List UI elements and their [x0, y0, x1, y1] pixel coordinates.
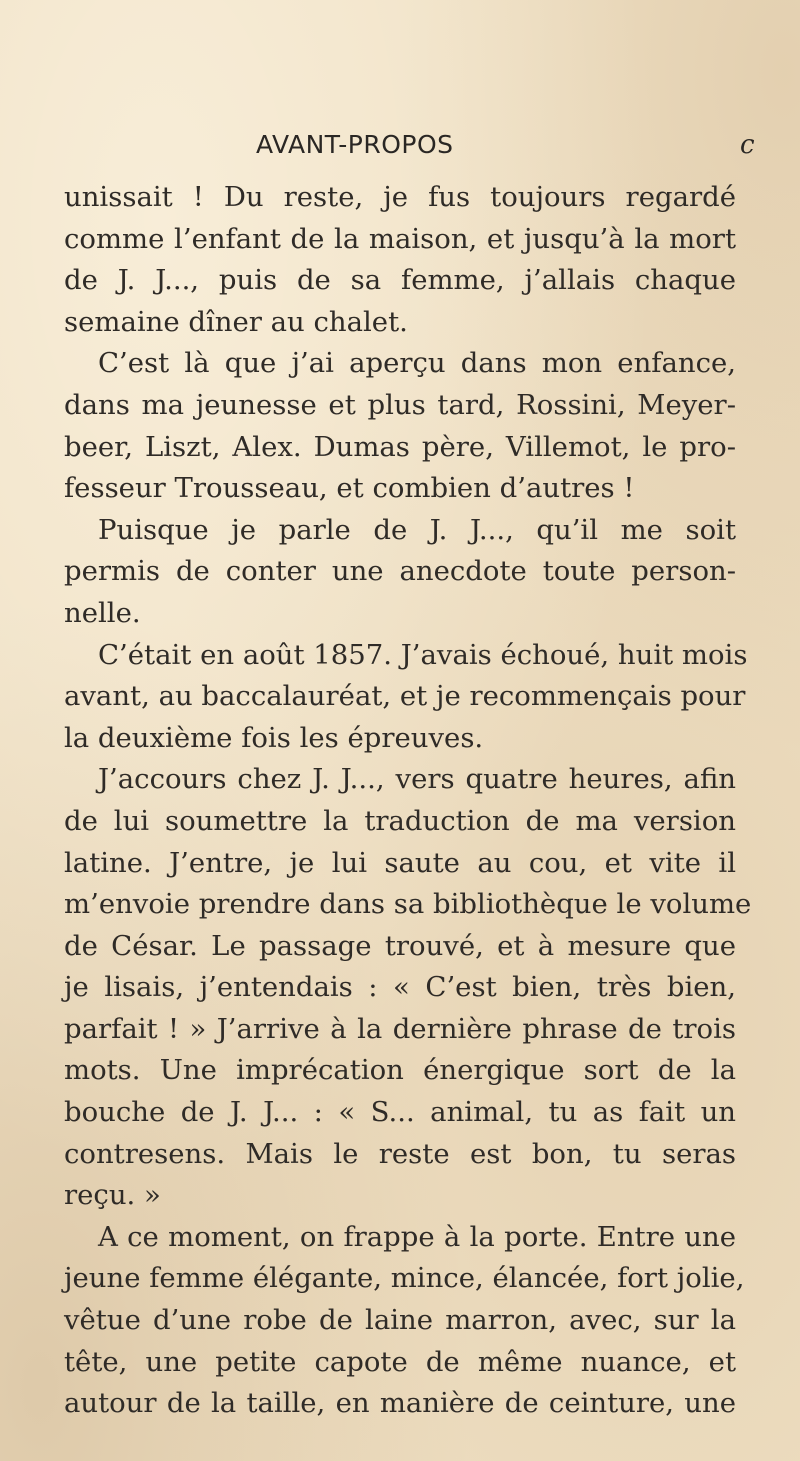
text-line: la deuxième fois les épreuves.: [64, 721, 484, 754]
text-line: vêtue d’une robe de laine marron, avec, sur la: [64, 1304, 736, 1337]
text-line: m’envoie prendre dans sa bibliothèque le volume: [64, 888, 752, 921]
text-line: comme l’enfant de la maison, et jusqu’à la mort: [64, 222, 736, 255]
text-line: autour de la taille, en manière de ceinture, une: [64, 1387, 736, 1420]
text-line: jeune femme élégante, mince, élancée, fort jolie,: [64, 1262, 745, 1295]
text-line: parfait ! » J’arrive à la dernière phrase de trois: [64, 1012, 736, 1045]
text-line: contresens. Mais le reste est bon, tu seras: [64, 1137, 736, 1170]
text-line: latine. J’entre, je lui saute au cou, et vite il: [64, 846, 736, 879]
text-line: beer, Liszt, Alex. Dumas père, Villemot, le pro-: [64, 430, 736, 463]
text-line: de César. Le passage trouvé, et à mesure que: [64, 929, 736, 962]
text-line: tête, une petite capote de même nuance, et: [64, 1345, 736, 1378]
text-line: A ce moment, on frappe à la porte. Entre une: [98, 1220, 736, 1253]
text-line: nelle.: [64, 596, 141, 629]
text-line: J’accours chez J. J..., vers quatre heures, afin: [98, 763, 736, 796]
body-text: [64, 177, 752, 1425]
text-line: de lui soumettre la traduction de ma version: [64, 804, 736, 837]
page-number: c: [740, 130, 755, 160]
text-line: avant, au baccalauréat, et je recommençais pour: [64, 680, 746, 713]
text-line: je lisais, j’entendais : « C’est bien, très bien,: [64, 971, 736, 1004]
text-line: bouche de J. J... : « S... animal, tu as fait un: [64, 1096, 736, 1129]
text-line: permis de conter une anecdote toute person-: [64, 555, 736, 588]
text-line: mots. Une imprécation énergique sort de la: [64, 1054, 736, 1087]
text-line: C’est là que j’ai aperçu dans mon enfance,: [98, 347, 736, 380]
text-line: unissait ! Du reste, je fus toujours regardé: [64, 181, 736, 213]
running-head: AVANT-PROPOS: [256, 130, 454, 159]
text-line: fesseur Trousseau, et combien d’autres !: [64, 472, 635, 505]
text-line: reçu. »: [64, 1179, 161, 1212]
text-line: semaine dîner au chalet.: [64, 305, 408, 338]
text-line: Puisque je parle de J. J..., qu’il me soit: [98, 513, 736, 546]
text-line: dans ma jeunesse et plus tard, Rossini, Meyer-: [64, 388, 736, 421]
text-line: C’était en août 1857. J’avais échoué, huit mois: [98, 638, 748, 671]
text-line: de J. J..., puis de sa femme, j’allais chaque: [64, 264, 736, 297]
